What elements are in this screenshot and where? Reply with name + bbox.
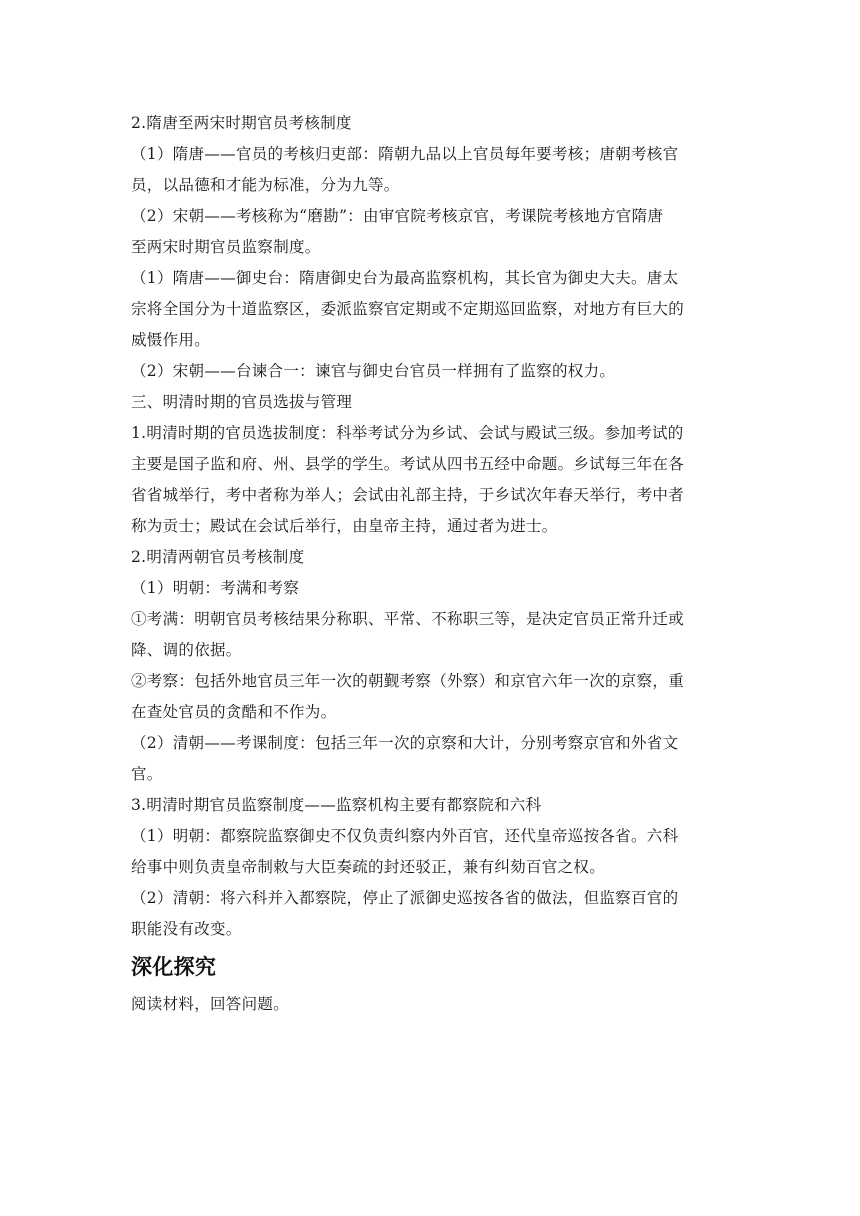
paragraph-line: （1）隋唐——御史台：隋唐御史台为最高监察机构，其长官为御史大夫。唐太 bbox=[131, 269, 679, 287]
paragraph-line: （2）宋朝——台谏合一：谏官与御史台官员一样拥有了监察的权力。 bbox=[131, 362, 616, 380]
paragraph-line: 省省城举行，考中者称为举人；会试由礼部主持，于乡试次年春天举行，考中者 bbox=[131, 486, 685, 504]
paragraph-line: 宗将全国分为十道监察区，委派监察官定期或不定期巡回监察，对地方有巨大的 bbox=[131, 300, 685, 318]
instruction-text: 阅读材料，回答问题。 bbox=[131, 995, 290, 1013]
paragraph-line: ①考满：明朝官员考核结果分称职、平常、不称职三等，是决定官员正常升迁或 bbox=[131, 610, 685, 628]
paragraph-line: （2）宋朝——考核称为“磨勘”：由审官院考核京官，考课院考核地方官隋唐 bbox=[131, 207, 664, 225]
paragraph-line: （2）清朝——考课制度：包括三年一次的京察和大计，分别考察京官和外省文 bbox=[131, 734, 679, 752]
paragraph-line: 1.明清时期的官员选拔制度：科举考试分为乡试、会试与殿试三级。参加考试的 bbox=[131, 424, 684, 442]
section-title: 三、明清时期的官员选拔与管理 bbox=[131, 393, 353, 411]
section-title: 2.隋唐至两宋时期官员考核制度 bbox=[131, 114, 352, 132]
section-heading: 深化探究 bbox=[131, 955, 217, 979]
paragraph-line: 在查处官员的贪酷和不作为。 bbox=[131, 703, 337, 721]
section-title: 3.明清时期官员监察制度——监察机构主要有都察院和六科 bbox=[131, 796, 542, 814]
paragraph-line: （1）明朝：考满和考察 bbox=[131, 579, 300, 597]
paragraph-line: 官。 bbox=[131, 765, 163, 783]
paragraph-line: （1）隋唐——官员的考核归吏部：隋朝九品以上官员每年要考核；唐朝考核官 bbox=[131, 145, 679, 163]
paragraph-line: 给事中则负责皇帝制敕与大臣奏疏的封还驳正，兼有纠劾百官之权。 bbox=[131, 858, 606, 876]
paragraph-line: 职能没有改变。 bbox=[131, 920, 242, 938]
paragraph-line: 威慑作用。 bbox=[131, 331, 211, 349]
section-title: 2.明清两朝官员考核制度 bbox=[131, 548, 305, 566]
paragraph-line: 员，以品德和才能为标准，分为九等。 bbox=[131, 176, 400, 194]
paragraph-line: （2）清朝：将六科并入都察院，停止了派御史巡按各省的做法，但监察百官的 bbox=[131, 889, 679, 907]
document-body bbox=[131, 108, 731, 1020]
paragraph-line: 主要是国子监和府、州、县学的学生。考试从四书五经中命题。乡试每三年在各 bbox=[131, 455, 685, 473]
paragraph-line: 降、调的依据。 bbox=[131, 641, 242, 659]
paragraph-line: 称为贡士；殿试在会试后举行，由皇帝主持，通过者为进士。 bbox=[131, 517, 558, 535]
paragraph-line: （1）明朝：都察院监察御史不仅负责纠察内外百官，还代皇帝巡按各省。六科 bbox=[131, 827, 679, 845]
paragraph-line: 至两宋时期官员监察制度。 bbox=[131, 238, 321, 256]
paragraph-line: ②考察：包括外地官员三年一次的朝觐考察（外察）和京官六年一次的京察，重 bbox=[131, 672, 685, 690]
